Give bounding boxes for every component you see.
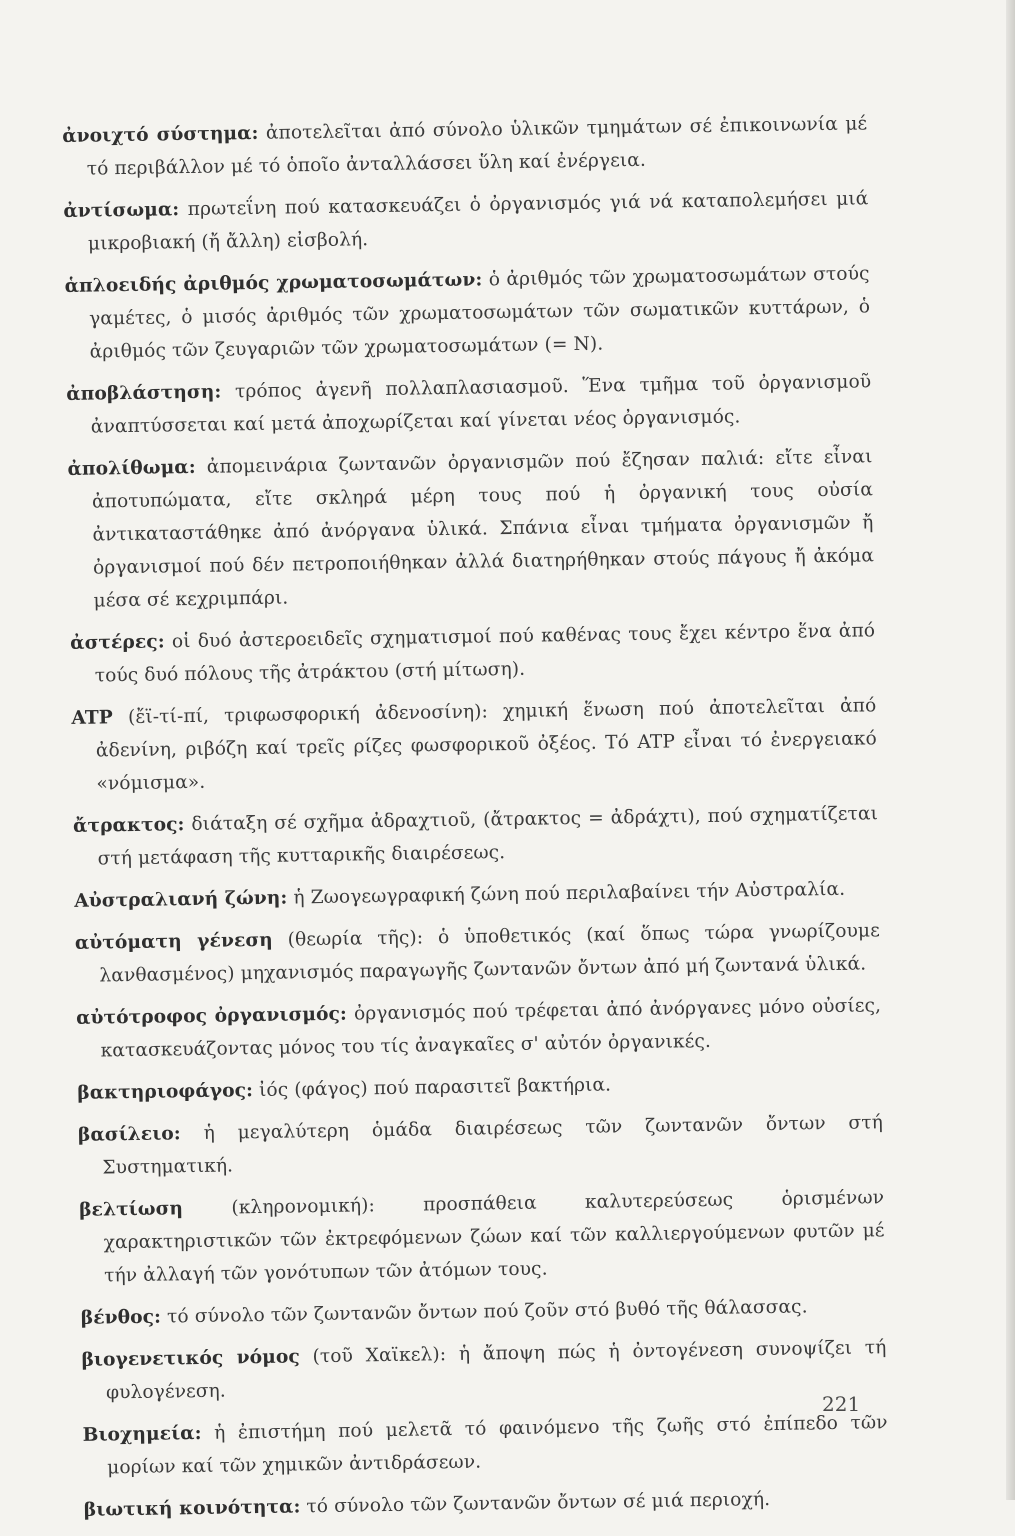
entry-definition: τρόπος ἀγενῆ πολλαπλασιασμοῦ. Ἕνα τμῆμα τοῦ ὀργανισμοῦ ἀναπτύσσεται καί μετά ἀποχωρίζεται καί γίνεται νέος ὀργανισμός.: [90, 371, 872, 438]
entry-definition: ὁ ἀριθμός τῶν χρωματοσωμάτων στούς γαμέτες, ὁ μισός ἀριθμός τῶν χρωματοσωμάτων τῶν σωματικῶν κυττάρων, ὁ ἀριθμός τῶν ζευγαριῶν τῶν χρωματοσωμάτων (= N).: [88, 263, 871, 363]
entry-term: ἀνοιχτό σύστημα:: [62, 122, 259, 147]
glossary-entry: [79, 1181, 885, 1293]
entry-term: βελτίωση: [78, 1198, 184, 1221]
entry-definition: ἡ Ζωογεωγραφική ζώνη πού περιλαβαίνει τήν Αὐστραλία.: [287, 878, 846, 909]
entry-term: βιωτική κοινότητα:: [83, 1496, 301, 1521]
entry-definition: ἰός (φάγος) πού παρασιτεῖ βακτήρια.: [252, 1074, 612, 1102]
entry-term: ATP: [71, 707, 114, 729]
entry-term: ἀπολίθωμα:: [67, 456, 196, 480]
entry-definition: τό σύνολο τῶν ζωντανῶν ὄντων σέ μιά περιοχή.: [300, 1489, 771, 1518]
entry-term: ἄτρακτος:: [72, 814, 185, 837]
glossary-entry: [82, 1406, 888, 1485]
entry-definition: ἀποτελεῖται ἀπό σύνολο ὑλικῶν τμημάτων σέ ἐπικοινωνία μέ τό περιβάλλον μέ τό ὁποῖο ἀνταλλάσσει ὕλη καί ἐνέργεια.: [86, 113, 868, 180]
glossary-entry: [74, 872, 879, 918]
glossary-entry: [81, 1289, 886, 1335]
entry-definition: τό σύνολο τῶν ζωντανῶν ὄντων πού ζοῦν στό βυθό τῆς θάλασσας.: [160, 1296, 808, 1328]
entry-term: ἀντίσωμα:: [63, 199, 180, 222]
glossary-page: [62, 107, 889, 1535]
page-edge: [1006, 0, 1015, 1500]
glossary-entry: [67, 440, 874, 618]
entry-definition: οἱ δυό ἀστεροειδεῖς σχηματισμοί πού καθένας τους ἔχει κέντρο ἕνα ἀπό τούς δυό πόλους τῆς ἀτράκτου (στή μίτωση).: [94, 620, 876, 687]
page-number: 221: [822, 1392, 861, 1416]
entry-term: βακτηριοφάγος:: [77, 1080, 254, 1104]
glossary-entry: [66, 365, 872, 444]
entry-term: Αὐστραλιανή ζώνη:: [74, 887, 288, 912]
entry-definition: (θεωρία τῆς): ὁ ὑποθετικός (καί ὅπως τώρα γνωρίζουμε λανθασμένος) μηχανισμός παραγωγῆς ζωντανῶν ὄντων ἀπό μή ζωντανά ὑλικά.: [99, 920, 881, 987]
entry-term: αὐτόματη γένεση: [74, 929, 273, 954]
glossary-entry: [81, 1331, 887, 1410]
glossary-entry: [62, 107, 868, 186]
entry-definition: (κληρονομική): προσπάθεια καλυτερεύσεως ὁρισμένων χαρακτηριστικῶν τῶν ἐκτρεφόμενων ζώων καί τῶν καλλιεργούμενων φυτῶν μέ τήν ἀλλαγή τῶν γονότυπων τῶν ἀτόμων τους.: [103, 1187, 885, 1287]
entry-term: βένθος:: [80, 1306, 162, 1329]
glossary-entry: [70, 614, 876, 693]
entry-definition: (ἔϊ-τί-πί, τριφωσφορική ἀδενοσίνη): χημική ἕνωση πού ἀποτελεῖται ἀπό ἀδενίνη, ριβόζη καί τρεῖς ρίζες φωσφορικοῦ ὀξέος. Τό ATP εἶναι τό ἐνεργειακό «νόμισμα».: [95, 695, 877, 795]
glossary-entry: [75, 914, 881, 993]
entry-term: βιογενετικός νόμος: [81, 1346, 300, 1371]
entry-definition: πρωτεΐνη πού κατασκευάζει ὁ ὀργανισμός γιά νά καταπολεμήσει μιά μικροβιακή (ἤ ἄλλη) εἰσβολή.: [87, 188, 869, 255]
entry-definition: ἀπομεινάρια ζωντανῶν ὀργανισμῶν πού ἔζησαν παλιά: εἴτε εἶναι ἀποτυπώματα, εἴτε σκληρά μέρη τους πού ἡ ὀργανική τους οὐσία ἀντικαταστάθηκε ἀπό ἀνόργανα ὑλικά. Σπάνια εἶναι τμήματα ὀργανισμῶν ἤ ὀργανισμοί πού δέν πετροποιήθηκαν ἀλλά διατηρήθηκαν στούς πάγους ἤ ἀκόμα μέσα σέ κεχριμπάρι.: [91, 446, 875, 612]
entry-definition: ἡ μεγαλύτερη ὁμάδα διαιρέσεως τῶν ζωντανῶν ὄντων στή Συστηματική.: [102, 1112, 884, 1179]
glossary-entry: [63, 182, 869, 261]
glossary-entry: [77, 1064, 882, 1110]
glossary-entry: [78, 1106, 884, 1185]
glossary-entry: [73, 797, 879, 876]
entry-term: ἀποβλάστηση:: [66, 381, 222, 405]
glossary-entry: [64, 257, 870, 369]
entry-definition: ὀργανισμός πού τρέφεται ἀπό ἀνόργανες μόνο οὐσίες, κατασκευάζοντας μόνος του τίς ἀναγκαῖες σ' αὐτόν ὀργανικές.: [100, 995, 882, 1062]
glossary-entry: [71, 689, 877, 801]
entry-definition: διάταξη σέ σχῆμα ἀδραχτιοῦ, (ἄτρακτος = ἀδράχτι), πού σχηματίζεται στή μετάφαση τῆς κυτταρικῆς διαιρέσεως.: [97, 803, 879, 870]
entry-term: αὐτότροφος ὀργανισμός:: [75, 1003, 348, 1029]
entry-term: βασίλειο:: [77, 1123, 181, 1146]
entry-definition: (τοῦ Χαϊκελ): ἡ ἄποψη πώς ἡ ὀντογένεση συνοψίζει τή φυλογένεση.: [105, 1337, 887, 1404]
glossary-entry: [84, 1481, 889, 1527]
entry-term: Βιοχημεία:: [82, 1422, 202, 1446]
entry-definition: ἡ ἐπιστήμη πού μελετᾶ τό φαινόμενο τῆς ζωῆς στό ἐπίπεδο τῶν μορίων καί τῶν χημικῶν ἀντιδράσεων.: [107, 1412, 888, 1479]
entry-term: ἁπλοειδής ἀριθμός χρωματοσωμάτων:: [64, 269, 483, 297]
glossary-entry: [76, 989, 882, 1068]
entry-term: ἀστέρες:: [70, 631, 165, 654]
